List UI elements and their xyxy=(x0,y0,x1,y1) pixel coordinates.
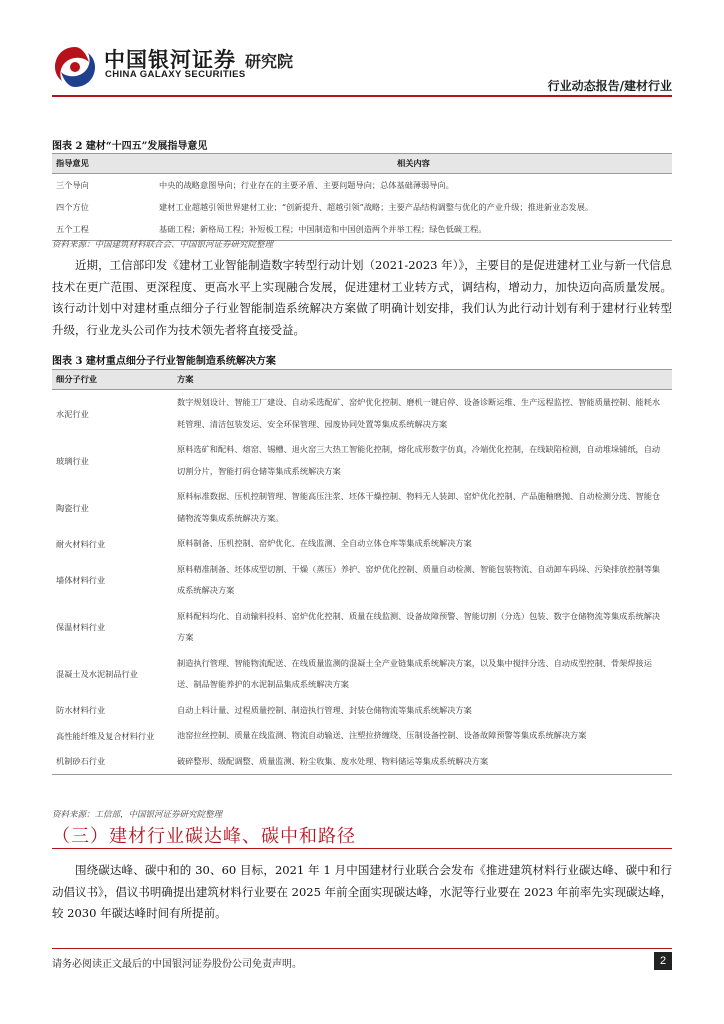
table-cell-value: 池窑拉丝控制、质量在线监测、物流自动输送、注塑拉挤缠绕、压制设备控制、设备故障预警等集成系统解决方案 xyxy=(177,730,587,740)
table-cell-value: 自动上料计量、过程质量控制、制造执行管理、封装仓储物流等集成系统解决方案 xyxy=(177,704,472,715)
table-cell-key: 保温材料行业 xyxy=(56,622,106,632)
figure-2-source: 资料来源：中国建筑材料联合会、中国银河证券研究院整理 xyxy=(52,240,274,250)
brand-name-en: CHINA GALAXY SECURITIES xyxy=(105,69,246,80)
table-cell-key: 水泥行业 xyxy=(56,408,89,419)
brand-name-cn: 中国银河证券 xyxy=(104,48,236,72)
table-cell-key: 机制砂石行业 xyxy=(52,749,173,775)
table-row xyxy=(52,698,672,724)
table-cell-value: 制造执行管理、智能物流配送、在线质量监测的混凝土全产业链集成系统解决方案，以及集中搅拌分选、自动成型控制、骨架焊接运送、制品智能养护的水泥制品集成系统解决方案 xyxy=(177,657,652,689)
report-type: 行业动态报告/建材行业 xyxy=(547,79,672,93)
table-row xyxy=(52,531,672,557)
institute-label: 研究院 xyxy=(245,52,294,71)
table-cell-value: 原料选矿和配料、熔窑、锡槽、退火窑三大热工智能化控制，熔化成形数字仿真，冷端优化控制，在线缺陷检测，自动堆垛铺纸，自动切割分片，智能打码仓储等集成系统解决方案 xyxy=(177,444,661,476)
table-cell-value: 原料标准数据、压机控制管理、智能高压注浆、坯体干燥控制、物料无人装卸、窑炉优化控制、产品施釉磨抛、自动检测分选、智能仓储物流等集成系统解决方案。 xyxy=(177,491,661,523)
table-cell-value: 基础工程；新格局工程；补短板工程；中国制造和中国创造两个并举工程；绿色低碳工程。 xyxy=(155,218,672,241)
table-cell-value: 破碎整形、级配调整、质量监测、粉尘收集、废水处理、物料储运等集成系统解决方案 xyxy=(173,749,672,775)
table-cell-key: 玻璃行业 xyxy=(56,455,89,466)
table-cell-key: 防水材料行业 xyxy=(56,705,106,716)
table-cell-key: 墙体材料行业 xyxy=(56,575,106,585)
table-cell-value: 原料精准制备、坯体成型切割、干燥（蒸压）养护、窑炉优化控制、质量自动检测、智能包装物流、自动卸车码垛、污染排放控制等集成系统解决方案 xyxy=(177,563,661,595)
body-paragraph: 围绕碳达峰、碳中和的 30、60 目标，2021 年 1 月中国建材行业联合会发布《推进建筑材料行业碳达峰、碳中和行动倡议书》，倡议书明确提出建筑材料行业要在 2025 年前全面实现碳达峰，水泥等行业要在 2023 年前率先实现碳达峰，较 2030 年碳达峰时间有所提前。 xyxy=(52,863,672,920)
footer-divider xyxy=(52,948,672,949)
body-paragraph: 近期，工信部印发《建材工业智能制造数字转型行动计划（2021-2023 年）》，主要目的是促进建材工业与新一代信息技术在更广范围、更深程度、更高水平上实现融合发展，促进建材工业转方式，调结构，增动力，加快迈向高质量发展。该行动计划中对建材重点细分子行业智能制造系统解决方案做了明确计划安排，我们认为此行动计划有利于建材行业转型升级，行业龙头公司作为技术领先者将直接受益。 xyxy=(52,258,672,337)
table-header-cell: 相关内容 xyxy=(155,154,672,174)
footer-disclaimer: 请务必阅读正文最后的中国银河证券股份公司免责声明。 xyxy=(52,959,302,970)
figure-2-table xyxy=(52,153,672,241)
table-cell-value: 数字规划设计、智能工厂建设、自动采选配矿、窑炉优化控制、磨机一键启停、设备诊断运维、生产远程监控、智能质量控制、能耗水耗管理、清洁包装发运、安全环保管理、园废协同处置等集成系统解决方案 xyxy=(177,397,661,429)
table-row xyxy=(52,723,672,749)
galaxy-swirl-icon xyxy=(52,44,98,90)
figure-2-title: 图表 2 建材“十四五”发展指导意见 xyxy=(52,141,208,152)
table-cell-key: 混凝土及水泥制品行业 xyxy=(56,669,138,679)
table-row xyxy=(52,196,672,218)
figure-3-title: 图表 3 建材重点细分子行业智能制造系统解决方案 xyxy=(52,356,276,367)
figure-3-table xyxy=(52,369,672,775)
table-row xyxy=(52,749,672,775)
table-cell-key: 高性能纤维及复合材料行业 xyxy=(56,730,155,741)
table-cell-value: 原料配料均化、自动输料投料、窑炉优化控制、质量在线监测、设备故障预警、智能切割（分选）包装、数字仓储物流等集成系统解决方案 xyxy=(177,610,661,642)
page-header xyxy=(0,0,724,100)
table-header-cell: 细分子行业 xyxy=(52,370,173,390)
table-cell-key: 耐火材料行业 xyxy=(56,538,106,549)
table-cell-key: 五个工程 xyxy=(52,218,155,241)
section-divider xyxy=(52,848,672,849)
table-row xyxy=(52,557,672,604)
table-cell-value: 原料制备、压机控制、窑炉优化、在线监测、全自动立体仓库等集成系统解决方案 xyxy=(177,538,472,548)
table-cell-key: 陶瓷行业 xyxy=(56,502,89,513)
table-header-cell: 指导意见 xyxy=(52,154,155,174)
table-cell-value: 中央的战略意图导向；行业存在的主要矛盾、主要问题导向；总体基础薄弱导向。 xyxy=(159,180,454,190)
table-cell-key: 三个导向 xyxy=(56,180,89,190)
table-row xyxy=(52,390,672,438)
page-number: 2 xyxy=(654,952,672,970)
table-row xyxy=(52,484,672,531)
table-row xyxy=(52,651,672,698)
table-header-cell: 方案 xyxy=(173,370,672,390)
header-divider xyxy=(52,95,672,97)
table-row xyxy=(52,174,672,197)
figure-3-source: 资料来源：工信部，中国银河证券研究院整理 xyxy=(52,810,223,820)
table-row xyxy=(52,437,672,484)
section-heading: （三）建材行业碳达峰、碳中和路径 xyxy=(52,826,356,847)
table-row xyxy=(52,604,672,651)
table-cell-key: 四个方位 xyxy=(56,202,89,212)
table-cell-value: 建材工业超越引领世界建材工业；“创新提升、超越引领”战略；主要产品结构调整与优化的产业升级；推进新业态发展。 xyxy=(159,202,594,212)
